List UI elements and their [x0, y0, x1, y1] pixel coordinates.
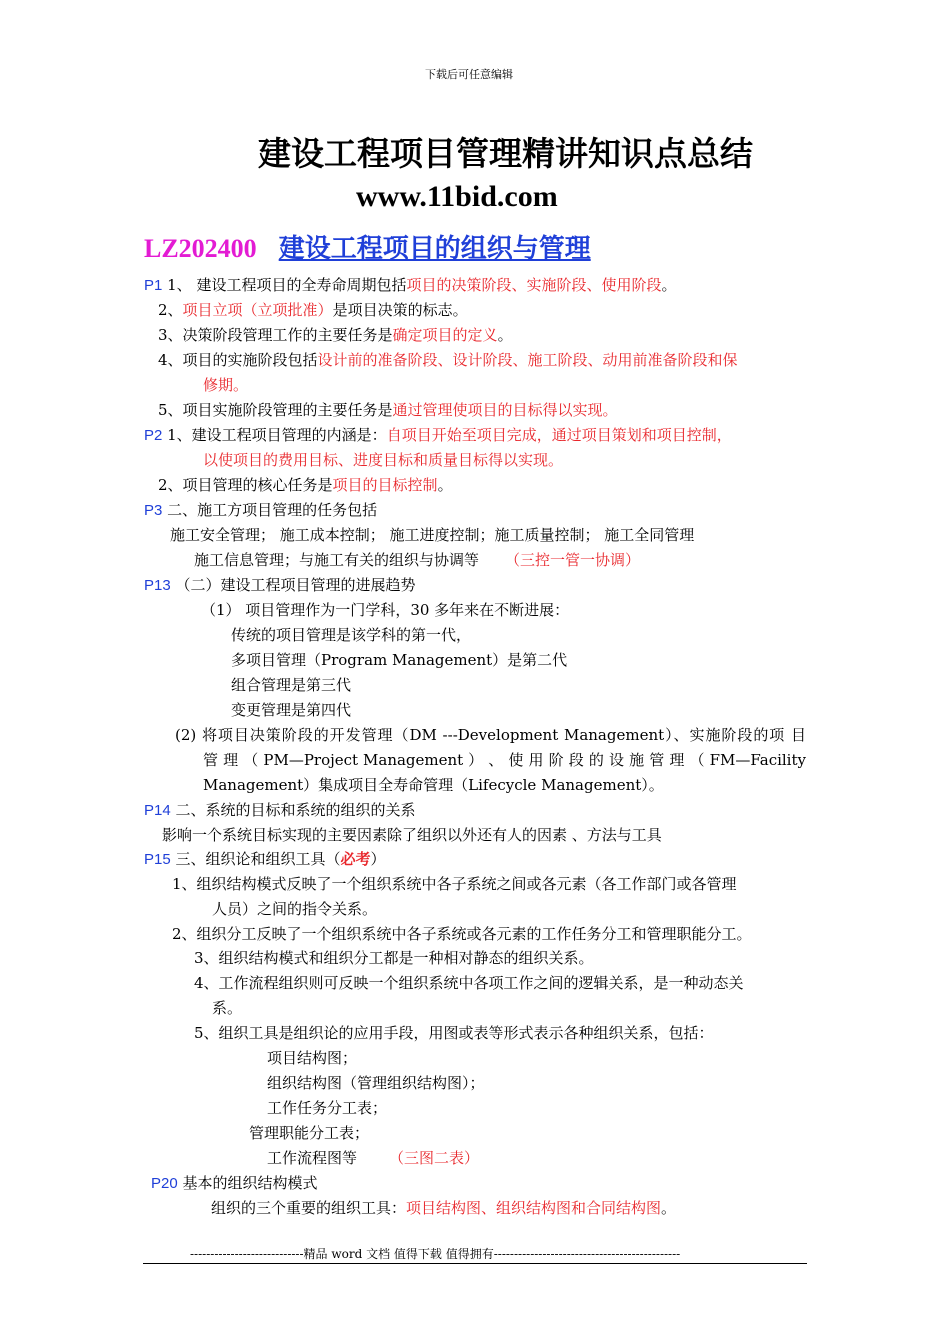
- text: 基本的组织结构模式: [177, 1174, 318, 1192]
- text: 。: [497, 326, 513, 344]
- p15-item-2: 2、组织分工反映了一个组织系统中各子系统或各元素的工作任务分工和管理职能分工。: [172, 925, 752, 943]
- text: 5、项目实施阶段管理的主要任务是: [158, 401, 393, 419]
- p1-line-4: [158, 350, 738, 370]
- highlight: 项目立项（立项批准）: [182, 301, 333, 319]
- text: （二）建设工程项目管理的进展趋势: [170, 576, 416, 594]
- text: 施工信息管理；与施工有关的组织与协调等: [194, 551, 480, 569]
- text: 2、: [158, 301, 183, 319]
- text: 三、组织论和组织工具（: [170, 850, 341, 868]
- text: 是项目决策的标志。: [332, 301, 468, 319]
- p14-line-1: 影响一个系统目标实现的主要因素除了组织以外还有人的因素 、方法与工具: [162, 826, 662, 844]
- p1-line-4-cont: 修期。: [203, 376, 249, 394]
- p15-tool-5: [267, 1148, 479, 1168]
- highlight: 设计前的准备阶段、设计阶段、施工阶段、动用前准备阶段和保: [317, 351, 738, 369]
- highlight: （三图二表）: [389, 1149, 480, 1167]
- p13-gen-3: 组合管理是第三代: [231, 676, 352, 694]
- p20-line-1: [211, 1198, 676, 1218]
- text: ）: [370, 850, 386, 868]
- p15-item-4: 4、工作流程组织则可反映一个组织系统中各项工作之间的逻辑关系，是一种动态关: [194, 974, 744, 992]
- page-tag: P3: [144, 502, 163, 519]
- text: 。: [437, 476, 453, 494]
- section-title-link[interactable]: 建设工程项目的组织与管理: [278, 234, 591, 264]
- p2-line-1-cont: 以使项目的费用目标、进度目标和质量目标得以实现。: [203, 451, 564, 469]
- text: 。: [661, 276, 677, 294]
- p2-line-1: [144, 425, 732, 446]
- p1-line-2: [158, 300, 468, 320]
- highlight: 项目的目标控制: [332, 476, 438, 494]
- page-tag: P1: [144, 277, 163, 294]
- highlight: 项目结构图、组织结构图和合同结构图: [406, 1199, 662, 1217]
- p3-line-1: 施工安全管理； 施工成本控制； 施工进度控制；施工质量控制； 施工全同管理: [170, 526, 695, 544]
- p13-item-2-line-3: Management）集成项目全寿命管理（Lifecycle Management）。: [203, 776, 664, 794]
- p15-tool-4: 管理职能分工表；: [249, 1124, 370, 1142]
- text: 2、项目管理的核心任务是: [158, 476, 333, 494]
- p15-heading: [144, 849, 386, 870]
- highlight: 确定项目的定义: [392, 326, 498, 344]
- highlight: （三控一管一协调）: [505, 551, 641, 569]
- section-code: LZ202400: [144, 234, 257, 263]
- page-tag: P2: [144, 427, 163, 444]
- p2-line-2: [158, 475, 453, 495]
- text: 。: [661, 1199, 677, 1217]
- text: 工作流程图等: [267, 1149, 358, 1167]
- p13-gen-4: 变更管理是第四代: [231, 701, 352, 719]
- p15-item-4-cont: 系。: [212, 999, 243, 1017]
- p15-tool-2: 组织结构图（管理组织结构图）；: [267, 1074, 485, 1092]
- p14-heading: [144, 800, 415, 821]
- page-tag: P15: [144, 851, 171, 868]
- text: 1、 建设工程项目的全寿命周期包括: [162, 276, 407, 294]
- p1-line-5: [158, 400, 618, 420]
- text: 1、建设工程项目管理的内涵是：: [162, 426, 387, 444]
- text: 二、系统的目标和系统的组织的关系: [170, 801, 416, 819]
- footer-rule: [143, 1263, 807, 1264]
- text: 3、决策阶段管理工作的主要任务是: [158, 326, 393, 344]
- p3-line-2: [194, 550, 640, 570]
- text: 二、施工方项目管理的任务包括: [162, 501, 378, 519]
- p15-item-1-cont: 人员）之间的指令关系。: [212, 900, 378, 918]
- p15-item-1: 1、组织结构模式反映了一个组织系统中各子系统之间或各元素（各工作部门或各管理: [172, 875, 737, 893]
- section-heading: [144, 228, 591, 265]
- p13-item-1: （1） 项目管理作为一门学科，30 多年来在不断进展：: [201, 601, 570, 619]
- p3-heading: [144, 500, 377, 521]
- p13-gen-1: 传统的项目管理是该学科的第一代，: [231, 626, 472, 644]
- p15-item-3: 3、组织结构模式和组织分工都是一种相对静态的组织关系。: [194, 949, 594, 967]
- highlight: 通过管理使项目的目标得以实现。: [392, 401, 618, 419]
- header-note: 下载后可任意编辑: [425, 68, 513, 81]
- highlight: 自项目开始至项目完成，通过项目策划和项目控制，: [386, 426, 732, 444]
- p13-item-2-line-2: 管 理 （ PM—Project Management ） 、 使 用 阶 段 的 设 施 管 理 （ FM—Facility: [203, 751, 806, 769]
- page-tag: P14: [144, 802, 171, 819]
- p13-gen-2: 多项目管理（Program Management）是第二代: [231, 651, 568, 669]
- p1-line-3: [158, 325, 513, 345]
- p15-tool-1: 项目结构图；: [267, 1049, 358, 1067]
- website-url: www.11bid.com: [356, 180, 558, 213]
- text: 4、项目的实施阶段包括: [158, 351, 318, 369]
- p1-line-1: [144, 275, 676, 296]
- p13-heading: [144, 575, 415, 596]
- page-tag: P13: [144, 577, 171, 594]
- p15-item-5: 5、组织工具是组织论的应用手段，用图或表等形式表示各种组织关系，包括：: [194, 1024, 714, 1042]
- p20-heading: [151, 1173, 317, 1194]
- must-test-label: 必考: [340, 850, 371, 868]
- footer-note: ----------------------------精品 word 文档 值得下载 值得拥有----------------------------------------------: [190, 1247, 681, 1261]
- p15-tool-3: 工作任务分工表；: [267, 1099, 388, 1117]
- p13-item-2-line-1: (2) 将项目决策阶段的开发管理（DM ---Development Management）、实施阶段的项 目: [175, 726, 806, 744]
- text: 组织的三个重要的组织工具：: [211, 1199, 407, 1217]
- page-tag: P20: [151, 1175, 178, 1192]
- highlight: 项目的决策阶段、实施阶段、使用阶段: [406, 276, 662, 294]
- document-title: 建设工程项目管理精讲知识点总结: [258, 134, 753, 173]
